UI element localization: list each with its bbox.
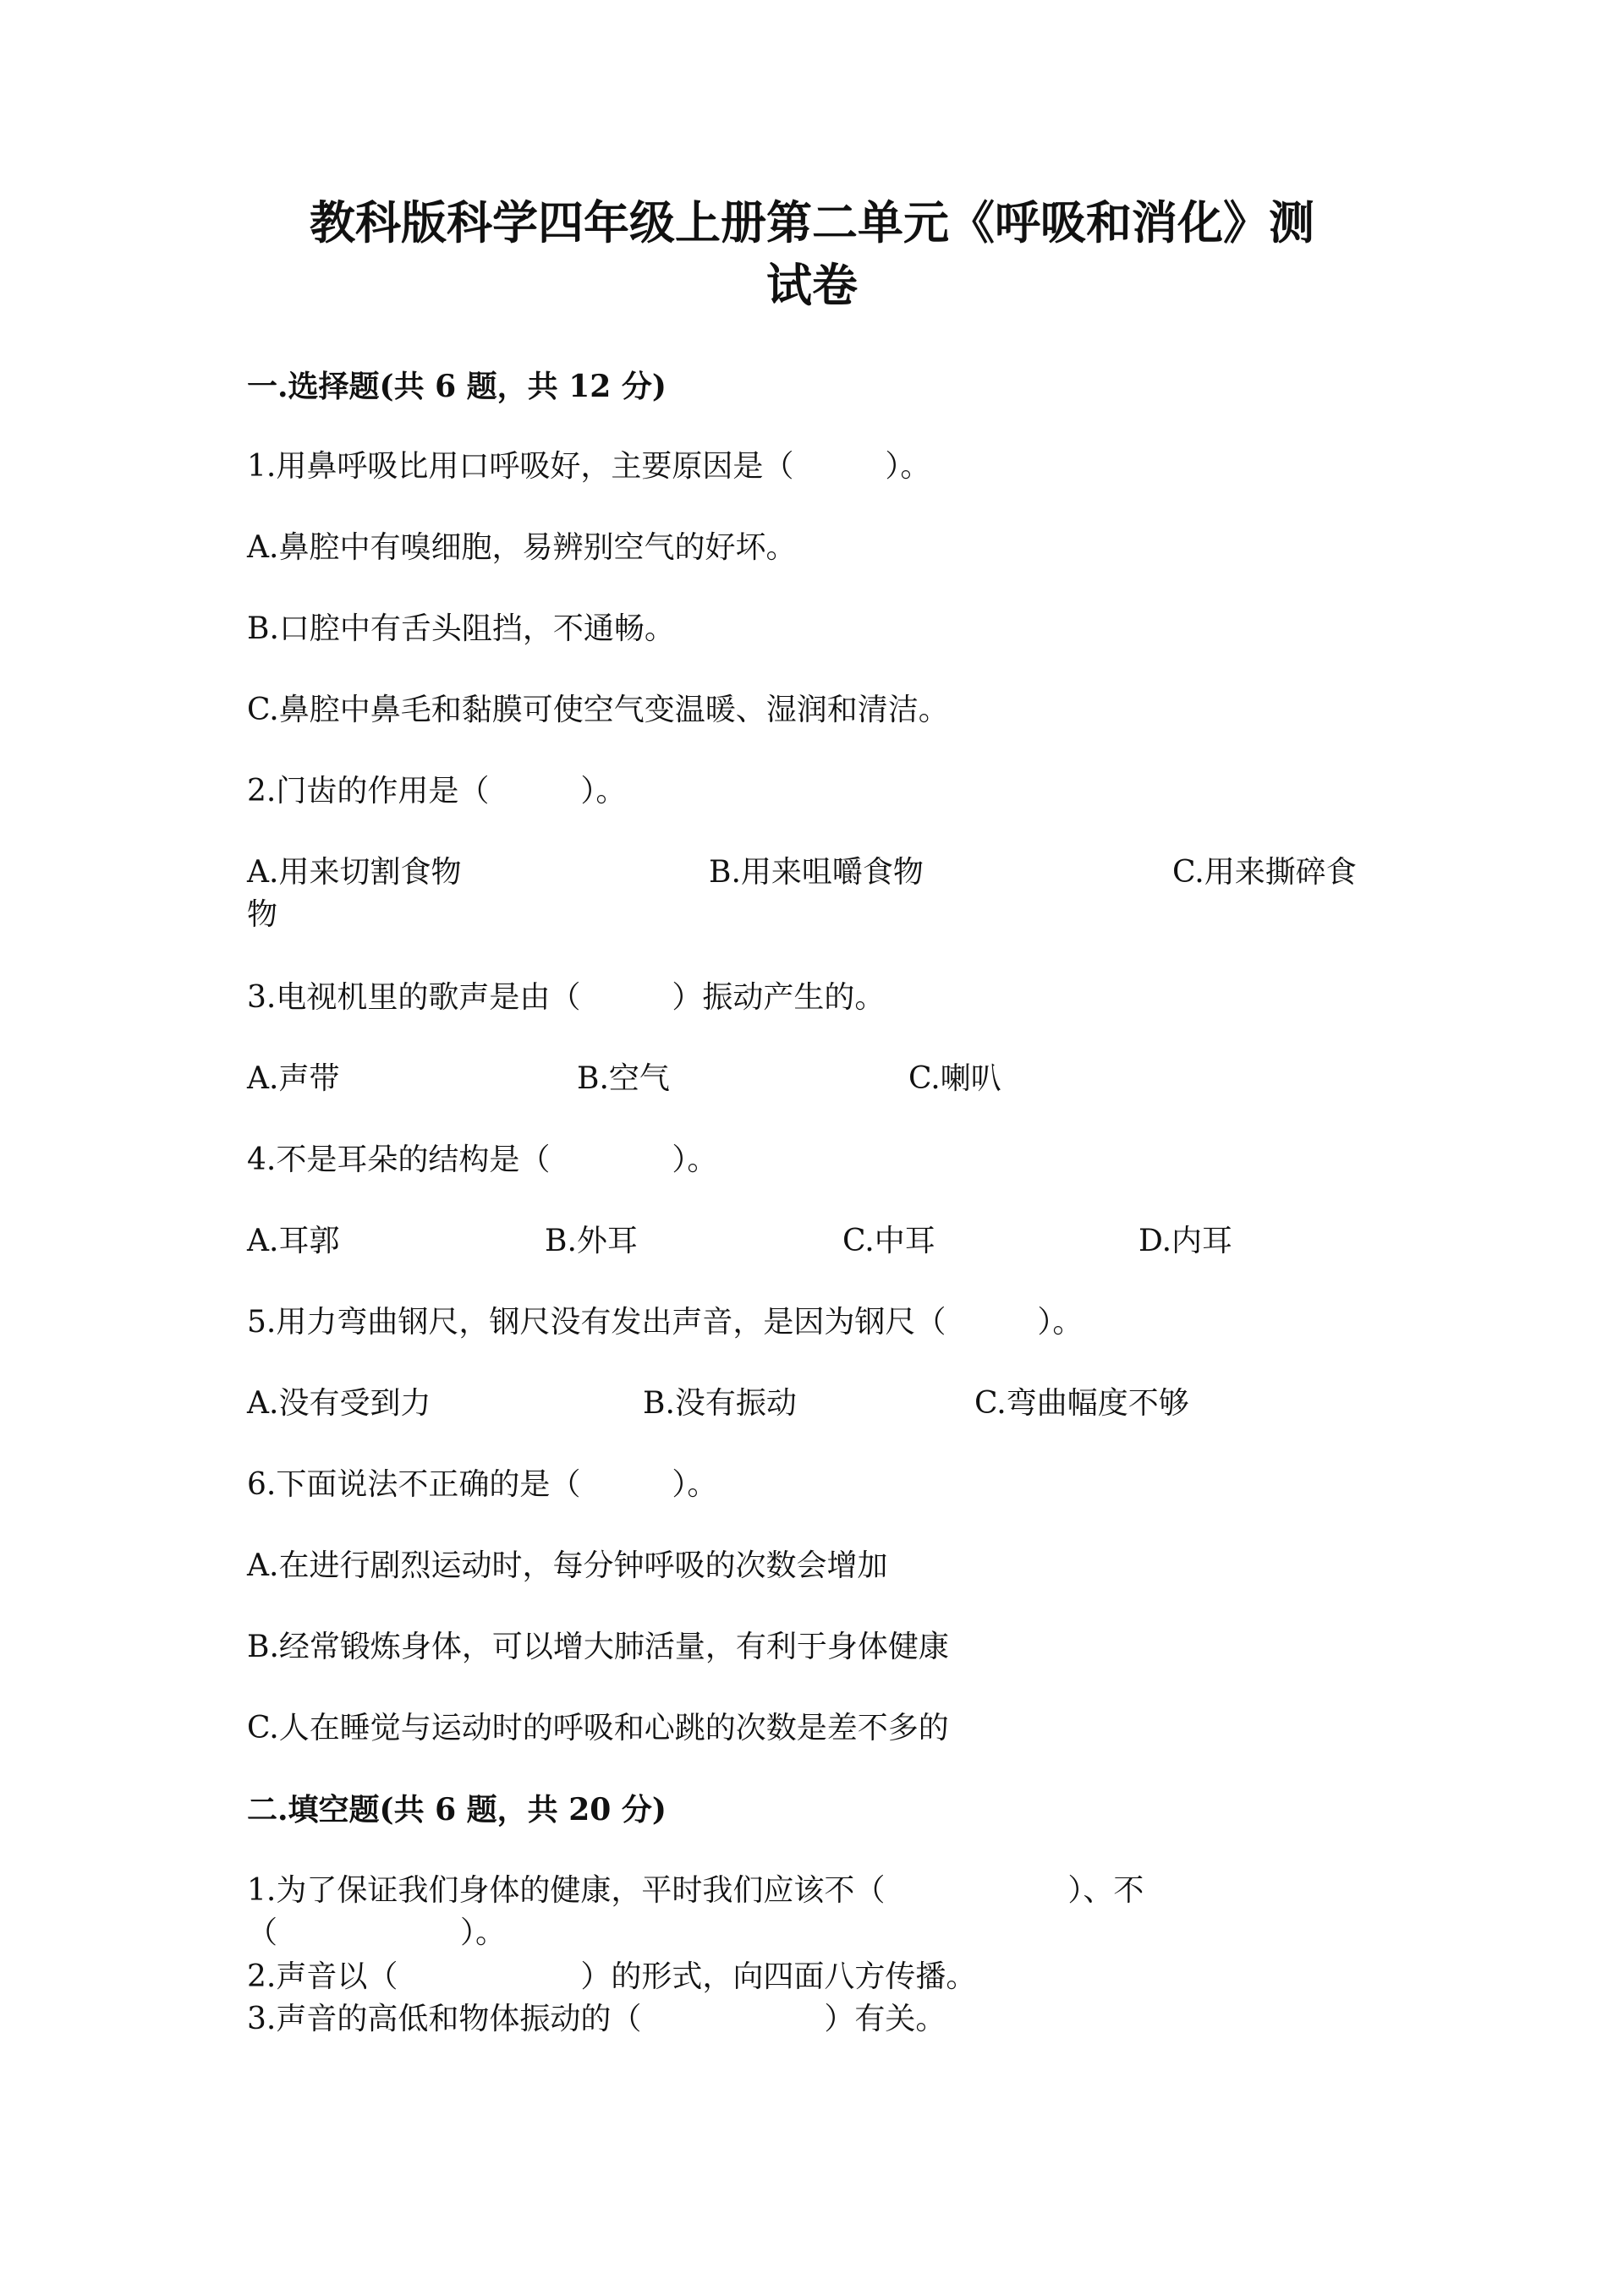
fill-question-3: 3.声音的高低和物体振动的（ ）有关。	[247, 2002, 946, 2036]
fill-question-1-line-1: 1.为了保证我们身体的健康，平时我们应该不（ ）、不	[247, 1873, 1144, 1908]
question-6-option-a: A.在进行剧烈运动时，每分钟呼吸的次数会增加	[247, 1548, 888, 1583]
fill-question-1-line-2: （ ）。	[247, 1915, 507, 1950]
question-2-option-c: C.用来撕碎食	[1172, 855, 1357, 890]
question-4-option-d: D.内耳	[1138, 1224, 1233, 1258]
question-3-option-b: B.空气	[577, 1061, 670, 1096]
question-1-option-b: B.口腔中有舌头阻挡，不通畅。	[247, 611, 675, 646]
question-2-option-c-wrap: 物	[247, 897, 278, 932]
question-4-stem: 4.不是耳朵的结构是（ ）。	[247, 1143, 718, 1177]
section-heading-choice: 一.选择题(共 6 题，共 12 分)	[247, 369, 667, 404]
title-line-1: 教科版科学四年级上册第二单元《呼吸和消化》测	[310, 195, 1314, 249]
question-4-option-b: B.外耳	[545, 1224, 638, 1258]
question-1-option-c: C.鼻腔中鼻毛和黏膜可使空气变温暖、湿润和清洁。	[247, 693, 949, 727]
question-2-stem: 2.门齿的作用是（ ）。	[247, 774, 627, 808]
question-5-stem: 5.用力弯曲钢尺，钢尺没有发出声音，是因为钢尺（ ）。	[247, 1305, 1084, 1340]
question-3-option-a: A.声带	[247, 1061, 340, 1096]
question-4-option-c: C.中耳	[842, 1224, 935, 1258]
title-line-2: 试卷	[766, 258, 858, 312]
question-5-option-a: A.没有受到力	[247, 1386, 431, 1421]
page-title	[0, 191, 1624, 316]
section-heading-fill-blank: 二.填空题(共 6 题，共 20 分)	[247, 1792, 667, 1827]
question-6-stem: 6.下面说法不正确的是（ ）。	[247, 1467, 718, 1502]
question-5-option-c: C.弯曲幅度不够	[974, 1386, 1189, 1421]
question-6-option-c: C.人在睡觉与运动时的呼吸和心跳的次数是差不多的	[247, 1711, 949, 1745]
fill-question-2: 2.声音以（ ）的形式，向四面八方传播。	[247, 1959, 977, 1994]
question-2-option-a: A.用来切割食物	[247, 855, 462, 890]
question-5-option-b: B.没有振动	[643, 1386, 797, 1421]
question-2-option-b: B.用来咀嚼食物	[709, 855, 924, 890]
question-3-stem: 3.电视机里的歌声是由（ ）振动产生的。	[247, 980, 886, 1015]
question-1-stem: 1.用鼻呼吸比用口呼吸好，主要原因是（ ）。	[247, 449, 931, 484]
question-6-option-b: B.经常锻炼身体，可以增大肺活量，有利于身体健康	[247, 1630, 949, 1664]
question-4-option-a: A.耳郭	[247, 1224, 340, 1258]
question-3-option-c: C.喇叭	[908, 1061, 1001, 1096]
question-1-option-a: A.鼻腔中有嗅细胞，易辨别空气的好坏。	[247, 530, 797, 565]
